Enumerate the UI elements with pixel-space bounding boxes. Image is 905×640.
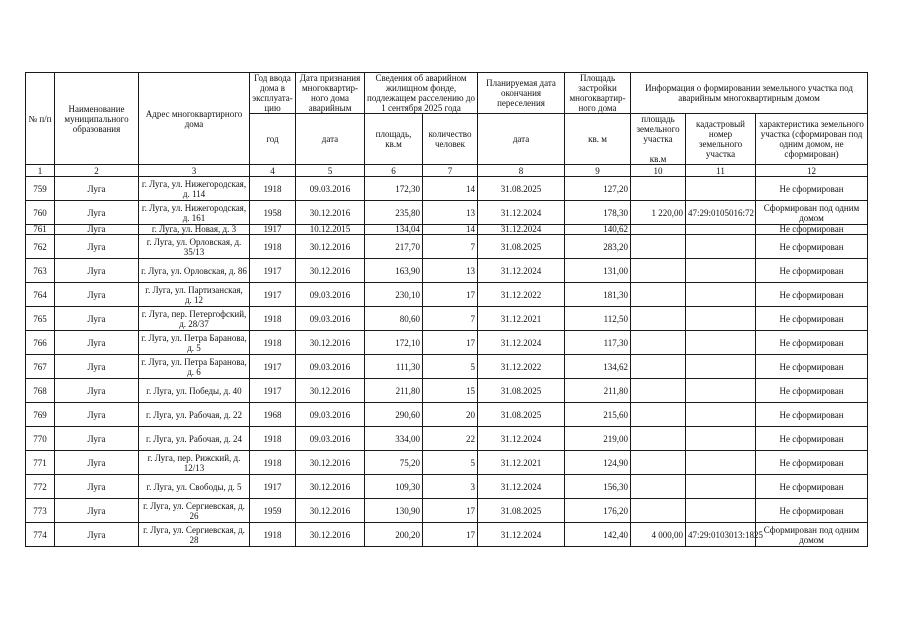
built-area-cell: 156,30 xyxy=(565,475,631,499)
people-cell: 17 xyxy=(423,499,478,523)
land-char-cell: Не сформирован xyxy=(756,283,868,307)
table-body xyxy=(26,177,868,547)
built-area-cell: 112,50 xyxy=(565,307,631,331)
unit-year: год xyxy=(250,114,296,165)
emergency-date-cell: 09.03.2016 xyxy=(296,177,365,201)
emergency-date-cell: 30.12.2016 xyxy=(296,475,365,499)
cadastral-cell: 47:29:0105016:72 xyxy=(686,201,756,225)
emergency-date-cell: 30.12.2016 xyxy=(296,499,365,523)
emergency-date-cell: 30.12.2016 xyxy=(296,259,365,283)
land-area-cell xyxy=(631,499,686,523)
planned-end-cell: 31.12.2021 xyxy=(478,451,565,475)
people-cell: 15 xyxy=(423,379,478,403)
cadastral-cell xyxy=(686,259,756,283)
people-cell: 5 xyxy=(423,355,478,379)
area-cell: 290,60 xyxy=(365,403,423,427)
built-area-cell: 219,00 xyxy=(565,427,631,451)
row-number: 761 xyxy=(26,225,55,235)
table-row xyxy=(26,355,868,379)
planned-end-cell: 31.12.2024 xyxy=(478,427,565,451)
year-cell: 1917 xyxy=(250,225,296,235)
people-cell: 17 xyxy=(423,283,478,307)
land-char-cell: Сформирован под одним домом xyxy=(756,523,868,547)
built-area-cell: 178,30 xyxy=(565,201,631,225)
municipality-cell: Луга xyxy=(55,427,139,451)
municipality-cell: Луга xyxy=(55,201,139,225)
area-cell: 80,60 xyxy=(365,307,423,331)
people-cell: 14 xyxy=(423,177,478,201)
area-cell: 230,10 xyxy=(365,283,423,307)
col-number: 7 xyxy=(423,165,478,177)
cadastral-cell: 47:29:0103013:1825 xyxy=(686,523,756,547)
table-row xyxy=(26,307,868,331)
table-row xyxy=(26,403,868,427)
row-number: 768 xyxy=(26,379,55,403)
land-area-cell xyxy=(631,331,686,355)
row-number: 774 xyxy=(26,523,55,547)
area-cell: 111,30 xyxy=(365,355,423,379)
land-char-cell: Не сформирован xyxy=(756,451,868,475)
year-cell: 1917 xyxy=(250,379,296,403)
table-row xyxy=(26,451,868,475)
area-cell: 172,10 xyxy=(365,331,423,355)
address-cell: г. Луга, ул. Свободы, д. 5 xyxy=(139,475,250,499)
emergency-date-cell: 30.12.2016 xyxy=(296,235,365,259)
land-area-cell xyxy=(631,259,686,283)
municipality-cell: Луга xyxy=(55,379,139,403)
unit-date: дата xyxy=(296,114,365,165)
col-number: 3 xyxy=(139,165,250,177)
header-land-char: характеристика земельного участка (сформирован под одним домом, не сформирован) xyxy=(756,114,868,165)
people-cell: 7 xyxy=(423,307,478,331)
row-number: 762 xyxy=(26,235,55,259)
year-cell: 1918 xyxy=(250,451,296,475)
row-number: 767 xyxy=(26,355,55,379)
row-number: 763 xyxy=(26,259,55,283)
area-cell: 235,80 xyxy=(365,201,423,225)
land-area-cell xyxy=(631,475,686,499)
people-cell: 22 xyxy=(423,427,478,451)
planned-end-cell: 31.12.2022 xyxy=(478,283,565,307)
column-numbers-row xyxy=(26,165,868,177)
municipality-cell: Луга xyxy=(55,331,139,355)
emergency-date-cell: 10.12.2015 xyxy=(296,225,365,235)
municipality-cell: Луга xyxy=(55,523,139,547)
address-cell: г. Луга, ул. Новая, д. 3 xyxy=(139,225,250,235)
planned-end-cell: 31.12.2024 xyxy=(478,225,565,235)
municipality-cell: Луга xyxy=(55,475,139,499)
row-number: 772 xyxy=(26,475,55,499)
built-area-cell: 131,00 xyxy=(565,259,631,283)
cadastral-cell xyxy=(686,379,756,403)
col-number: 2 xyxy=(55,165,139,177)
year-cell: 1918 xyxy=(250,235,296,259)
land-area-cell xyxy=(631,177,686,201)
cadastral-cell xyxy=(686,331,756,355)
row-number: 760 xyxy=(26,201,55,225)
header-land-info: Информация о формировании земельного участка под аварийным многоквартирным домом xyxy=(631,73,868,114)
table-row xyxy=(26,379,868,403)
cadastral-cell xyxy=(686,355,756,379)
col-number: 5 xyxy=(296,165,365,177)
planned-end-cell: 31.12.2024 xyxy=(478,331,565,355)
municipality-cell: Луга xyxy=(55,451,139,475)
planned-end-cell: 31.08.2025 xyxy=(478,403,565,427)
area-cell: 217,70 xyxy=(365,235,423,259)
year-cell: 1958 xyxy=(250,201,296,225)
municipality-cell: Луга xyxy=(55,355,139,379)
emergency-date-cell: 09.03.2016 xyxy=(296,355,365,379)
address-cell: г. Луга, ул. Рабочая, д. 22 xyxy=(139,403,250,427)
area-cell: 334,00 xyxy=(365,427,423,451)
land-area-cell xyxy=(631,403,686,427)
header-address: Адрес многоквартирного дома xyxy=(139,73,250,165)
row-number: 765 xyxy=(26,307,55,331)
built-area-cell: 283,20 xyxy=(565,235,631,259)
land-area-cell xyxy=(631,379,686,403)
people-cell: 13 xyxy=(423,201,478,225)
header-planned-end: Планируемая дата окончания переселения xyxy=(478,73,565,114)
area-cell: 172,30 xyxy=(365,177,423,201)
table-row xyxy=(26,201,868,225)
table-row xyxy=(26,427,868,451)
header-emergency-date: Дата признания многоквартир-ного дома аварийным xyxy=(296,73,365,114)
cadastral-cell xyxy=(686,451,756,475)
cadastral-cell xyxy=(686,307,756,331)
table-row xyxy=(26,259,868,283)
year-cell: 1959 xyxy=(250,499,296,523)
address-cell: г. Луга, ул. Орловская, д. 35/13 xyxy=(139,235,250,259)
cadastral-cell xyxy=(686,499,756,523)
row-number: 766 xyxy=(26,331,55,355)
cadastral-cell xyxy=(686,235,756,259)
land-area-cell xyxy=(631,451,686,475)
land-char-cell: Не сформирован xyxy=(756,475,868,499)
land-area-cell: 1 220,00 xyxy=(631,201,686,225)
table-row xyxy=(26,331,868,355)
header-municipality: Наименование муниципального образования xyxy=(55,73,139,165)
municipality-cell: Луга xyxy=(55,235,139,259)
unit-area: площадь, кв.м xyxy=(365,114,423,165)
planned-end-cell: 31.12.2024 xyxy=(478,475,565,499)
land-char-cell: Не сформирован xyxy=(756,307,868,331)
year-cell: 1917 xyxy=(250,355,296,379)
col-number: 9 xyxy=(565,165,631,177)
address-cell: г. Луга, ул. Рабочая, д. 24 xyxy=(139,427,250,451)
col-number: 1 xyxy=(26,165,55,177)
emergency-date-cell: 09.03.2016 xyxy=(296,403,365,427)
municipality-cell: Луга xyxy=(55,499,139,523)
col-number: 8 xyxy=(478,165,565,177)
land-char-cell: Сформирован под одним домом xyxy=(756,201,868,225)
header-resettle-info: Сведения об аварийном жилищном фонде, подлежащем расселению до 1 сентября 2025 года xyxy=(365,73,478,114)
col-number: 12 xyxy=(756,165,868,177)
built-area-cell: 140,62 xyxy=(565,225,631,235)
row-number: 771 xyxy=(26,451,55,475)
emergency-date-cell: 30.12.2016 xyxy=(296,201,365,225)
municipality-cell: Луга xyxy=(55,403,139,427)
address-cell: г. Луга, ул. Нижегородская, д. 161 xyxy=(139,201,250,225)
municipality-cell: Луга xyxy=(55,225,139,235)
area-cell: 130,90 xyxy=(365,499,423,523)
land-char-cell: Не сформирован xyxy=(756,259,868,283)
emergency-date-cell: 09.03.2016 xyxy=(296,283,365,307)
planned-end-cell: 31.08.2025 xyxy=(478,177,565,201)
built-area-cell: 215,60 xyxy=(565,403,631,427)
unit-people: количество человек xyxy=(423,114,478,165)
address-cell: г. Луга, ул. Петра Баранова, д. 6 xyxy=(139,355,250,379)
header-cadastral: кадастровый номер земельного участка xyxy=(686,114,756,165)
planned-end-cell: 31.12.2021 xyxy=(478,307,565,331)
address-cell: г. Луга, ул. Петра Баранова, д. 5 xyxy=(139,331,250,355)
area-cell: 200,20 xyxy=(365,523,423,547)
cadastral-cell xyxy=(686,283,756,307)
emergency-date-cell: 30.12.2016 xyxy=(296,451,365,475)
land-char-cell: Не сформирован xyxy=(756,427,868,451)
row-number: 769 xyxy=(26,403,55,427)
land-char-cell: Не сформирован xyxy=(756,225,868,235)
municipality-cell: Луга xyxy=(55,259,139,283)
table-row xyxy=(26,235,868,259)
header-year-commission: Год ввода дома в эксплуата-цию xyxy=(250,73,296,114)
header-land-area: площадь земельного участка кв.м xyxy=(631,114,686,165)
area-cell: 211,80 xyxy=(365,379,423,403)
col-number: 11 xyxy=(686,165,756,177)
table-row xyxy=(26,283,868,307)
built-area-cell: 124,90 xyxy=(565,451,631,475)
people-cell: 3 xyxy=(423,475,478,499)
people-cell: 5 xyxy=(423,451,478,475)
row-number: 764 xyxy=(26,283,55,307)
land-area-cell xyxy=(631,427,686,451)
planned-end-cell: 31.12.2024 xyxy=(478,523,565,547)
header-built-area: Площадь застройки многоквартир-ного дома xyxy=(565,73,631,114)
table-row xyxy=(26,523,868,547)
built-area-cell: 181,30 xyxy=(565,283,631,307)
area-cell: 134,04 xyxy=(365,225,423,235)
address-cell: г. Луга, пер. Рижский, д. 12/13 xyxy=(139,451,250,475)
cadastral-cell xyxy=(686,177,756,201)
people-cell: 20 xyxy=(423,403,478,427)
planned-end-cell: 31.08.2025 xyxy=(478,379,565,403)
row-number: 770 xyxy=(26,427,55,451)
emergency-date-cell: 09.03.2016 xyxy=(296,307,365,331)
unit-date2: дата xyxy=(478,114,565,165)
land-area-cell xyxy=(631,307,686,331)
land-char-cell: Не сформирован xyxy=(756,331,868,355)
land-char-cell: Не сформирован xyxy=(756,403,868,427)
row-number: 759 xyxy=(26,177,55,201)
housing-table xyxy=(25,72,868,547)
municipality-cell: Луга xyxy=(55,177,139,201)
emergency-date-cell: 30.12.2016 xyxy=(296,331,365,355)
people-cell: 17 xyxy=(423,331,478,355)
land-char-cell: Не сформирован xyxy=(756,379,868,403)
built-area-cell: 142,40 xyxy=(565,523,631,547)
land-char-cell: Не сформирован xyxy=(756,355,868,379)
planned-end-cell: 31.08.2025 xyxy=(478,235,565,259)
built-area-cell: 134,62 xyxy=(565,355,631,379)
emergency-date-cell: 30.12.2016 xyxy=(296,379,365,403)
col-number: 10 xyxy=(631,165,686,177)
area-cell: 75,20 xyxy=(365,451,423,475)
table-row xyxy=(26,225,868,235)
address-cell: г. Луга, ул. Победы, д. 40 xyxy=(139,379,250,403)
year-cell: 1968 xyxy=(250,403,296,427)
cadastral-cell xyxy=(686,403,756,427)
built-area-cell: 117,30 xyxy=(565,331,631,355)
emergency-date-cell: 30.12.2016 xyxy=(296,523,365,547)
municipality-cell: Луга xyxy=(55,307,139,331)
cadastral-cell xyxy=(686,475,756,499)
land-area-cell: 4 000,00 xyxy=(631,523,686,547)
municipality-cell: Луга xyxy=(55,283,139,307)
built-area-cell: 176,20 xyxy=(565,499,631,523)
land-area-cell xyxy=(631,235,686,259)
emergency-date-cell: 09.03.2016 xyxy=(296,427,365,451)
address-cell: г. Луга, ул. Партизанская, д. 12 xyxy=(139,283,250,307)
year-cell: 1917 xyxy=(250,259,296,283)
address-cell: г. Луга, пер. Петергофский, д. 28/37 xyxy=(139,307,250,331)
table-row xyxy=(26,499,868,523)
year-cell: 1917 xyxy=(250,475,296,499)
people-cell: 13 xyxy=(423,259,478,283)
built-area-cell: 127,20 xyxy=(565,177,631,201)
year-cell: 1918 xyxy=(250,523,296,547)
table-row xyxy=(26,177,868,201)
unit-sqm: кв. м xyxy=(565,114,631,165)
row-number: 773 xyxy=(26,499,55,523)
people-cell: 14 xyxy=(423,225,478,235)
planned-end-cell: 31.08.2025 xyxy=(478,499,565,523)
planned-end-cell: 31.12.2022 xyxy=(478,355,565,379)
year-cell: 1917 xyxy=(250,283,296,307)
year-cell: 1918 xyxy=(250,307,296,331)
address-cell: г. Луга, ул. Нижегородская, д. 114 xyxy=(139,177,250,201)
col-number: 4 xyxy=(250,165,296,177)
land-area-cell xyxy=(631,225,686,235)
land-char-cell: Не сформирован xyxy=(756,177,868,201)
planned-end-cell: 31.12.2024 xyxy=(478,259,565,283)
address-cell: г. Луга, ул. Орловская, д. 86 xyxy=(139,259,250,283)
land-area-cell xyxy=(631,355,686,379)
address-cell: г. Луга, ул. Сергиевская, д. 26 xyxy=(139,499,250,523)
header-num: № п/п xyxy=(26,73,55,165)
area-cell: 163,90 xyxy=(365,259,423,283)
cadastral-cell xyxy=(686,225,756,235)
col-number: 6 xyxy=(365,165,423,177)
people-cell: 7 xyxy=(423,235,478,259)
land-char-cell: Не сформирован xyxy=(756,499,868,523)
area-cell: 109,30 xyxy=(365,475,423,499)
address-cell: г. Луга, ул. Сергиевская, д. 28 xyxy=(139,523,250,547)
year-cell: 1918 xyxy=(250,177,296,201)
year-cell: 1918 xyxy=(250,331,296,355)
table-row xyxy=(26,475,868,499)
land-area-cell xyxy=(631,283,686,307)
built-area-cell: 211,80 xyxy=(565,379,631,403)
cadastral-cell xyxy=(686,427,756,451)
people-cell: 17 xyxy=(423,523,478,547)
land-char-cell: Не сформирован xyxy=(756,235,868,259)
year-cell: 1918 xyxy=(250,427,296,451)
planned-end-cell: 31.12.2024 xyxy=(478,201,565,225)
